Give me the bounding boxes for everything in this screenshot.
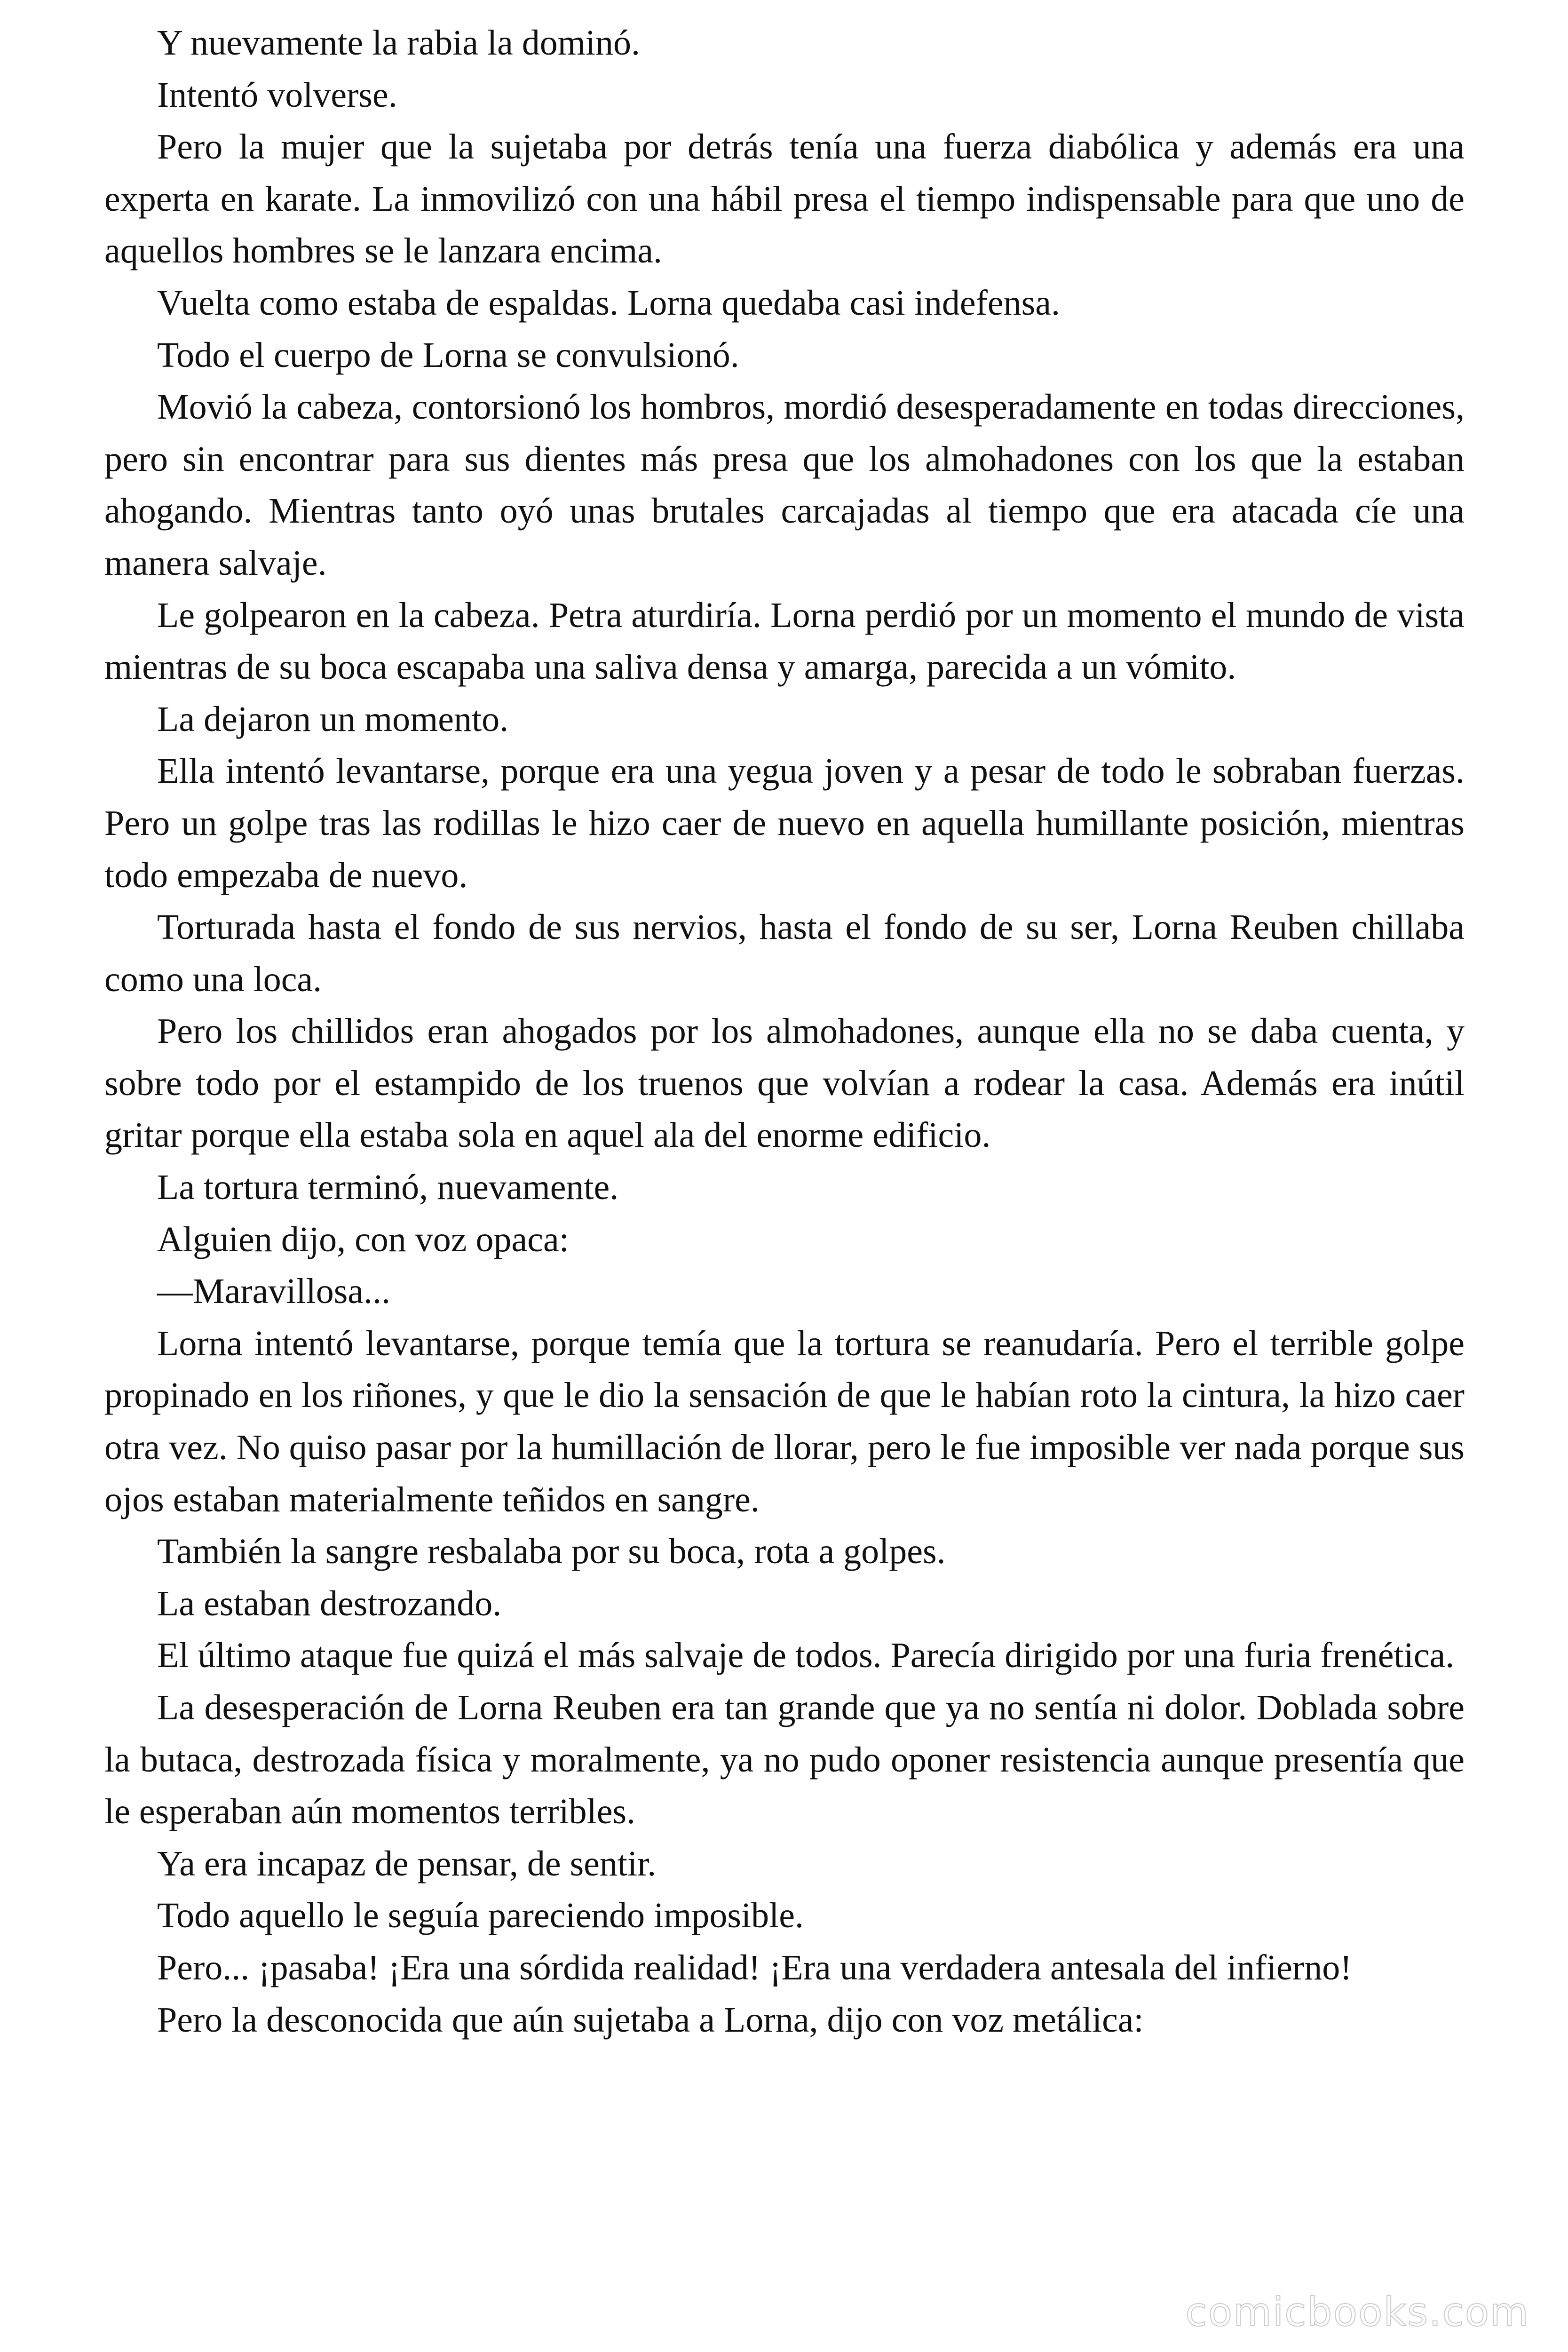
paragraph: Lorna intentó levantarse, porque temía que la tortura se reanudaría. Pero el terrible golpe propinado en los riñones, y que le dio la sensación de que le habían roto la cintura, la hizo caer otra vez. No quiso pasar por la humillación de llorar, pero le fue imposible ver nada porque sus ojos estaban materialmente teñidos en sangre. bbox=[104, 1323, 1465, 1519]
paragraph: Pero los chillidos eran ahogados por los almohadones, aunque ella no se daba cuenta, y sobre todo por el estampido de los truenos que volvían a rodear la casa. Además era inútil gritar porque ella estaba sola en aquel ala del enorme edificio. bbox=[104, 1011, 1465, 1155]
watermark: comicbooks.com bbox=[1185, 2289, 1529, 2335]
paragraph: Pero... ¡pasaba! ¡Era una sórdida realidad! ¡Era una verdadera antesala del infierno! bbox=[157, 1947, 1352, 1987]
paragraph: Todo el cuerpo de Lorna se convulsionó. bbox=[157, 335, 739, 375]
paragraph: Alguien dijo, con voz opaca: bbox=[157, 1219, 569, 1259]
paragraph: Intentó volverse. bbox=[157, 75, 397, 115]
paragraph: Pero la mujer que la sujetaba por detrás tenía una fuerza diabólica y además era una experta en karate. La inmovilizó con una hábil presa el tiempo indispensable para que uno de aquellos hombres se le lanzara encima. bbox=[104, 127, 1465, 271]
paragraph: La tortura terminó, nuevamente. bbox=[157, 1168, 619, 1208]
paragraph: Le golpearon en la cabeza. Petra aturdiría. Lorna perdió por un momento el mundo de vista mientras de su boca escapaba una saliva densa y amarga, parecida a un vómito. bbox=[104, 595, 1465, 687]
paragraph: Movió la cabeza, contorsionó los hombros, mordió desesperadamente en todas direcciones, pero sin encontrar para sus dientes más presa que los almohadones con los que la estaban ahogando. Mientras tanto oyó unas brutales carcajadas al tiempo que era atacada cíe una manera salvaje. bbox=[104, 387, 1465, 583]
paragraph: La desesperación de Lorna Reuben era tan grande que ya no sentía ni dolor. Doblada sobre la butaca, destrozada física y moralmente, ya no pudo oponer resistencia aunque presentía que le esperaban aún momentos terribles. bbox=[104, 1688, 1465, 1832]
paragraph: La dejaron un momento. bbox=[157, 699, 509, 739]
paragraph: También la sangre resbalaba por su boca, rota a golpes. bbox=[157, 1532, 946, 1572]
paragraph: Vuelta como estaba de espaldas. Lorna quedaba casi indefensa. bbox=[157, 283, 1060, 323]
paragraph: Todo aquello le seguía pareciendo imposible. bbox=[157, 1896, 804, 1936]
book-page-text bbox=[104, 17, 1465, 2046]
paragraph: Y nuevamente la rabia la dominó. bbox=[157, 23, 641, 63]
paragraph: La estaban destrozando. bbox=[157, 1583, 502, 1623]
paragraph: Ya era incapaz de pensar, de sentir. bbox=[157, 1843, 657, 1883]
paragraph: El último ataque fue quizá el más salvaje de todos. Parecía dirigido por una furia frenética. bbox=[157, 1636, 1455, 1676]
paragraph: Pero la desconocida que aún sujetaba a Lorna, dijo con voz metálica: bbox=[157, 2000, 1144, 2040]
dialogue-line: —Maravillosa... bbox=[157, 1271, 391, 1311]
paragraph: Ella intentó levantarse, porque era una yegua joven y a pesar de todo le sobraban fuerzas. Pero un golpe tras las rodillas le hizo caer de nuevo en aquella humillante posición, mientras todo empezaba de nuevo. bbox=[104, 751, 1465, 895]
paragraph: Torturada hasta el fondo de sus nervios, hasta el fondo de su ser, Lorna Reuben chillaba como una loca. bbox=[104, 907, 1465, 999]
